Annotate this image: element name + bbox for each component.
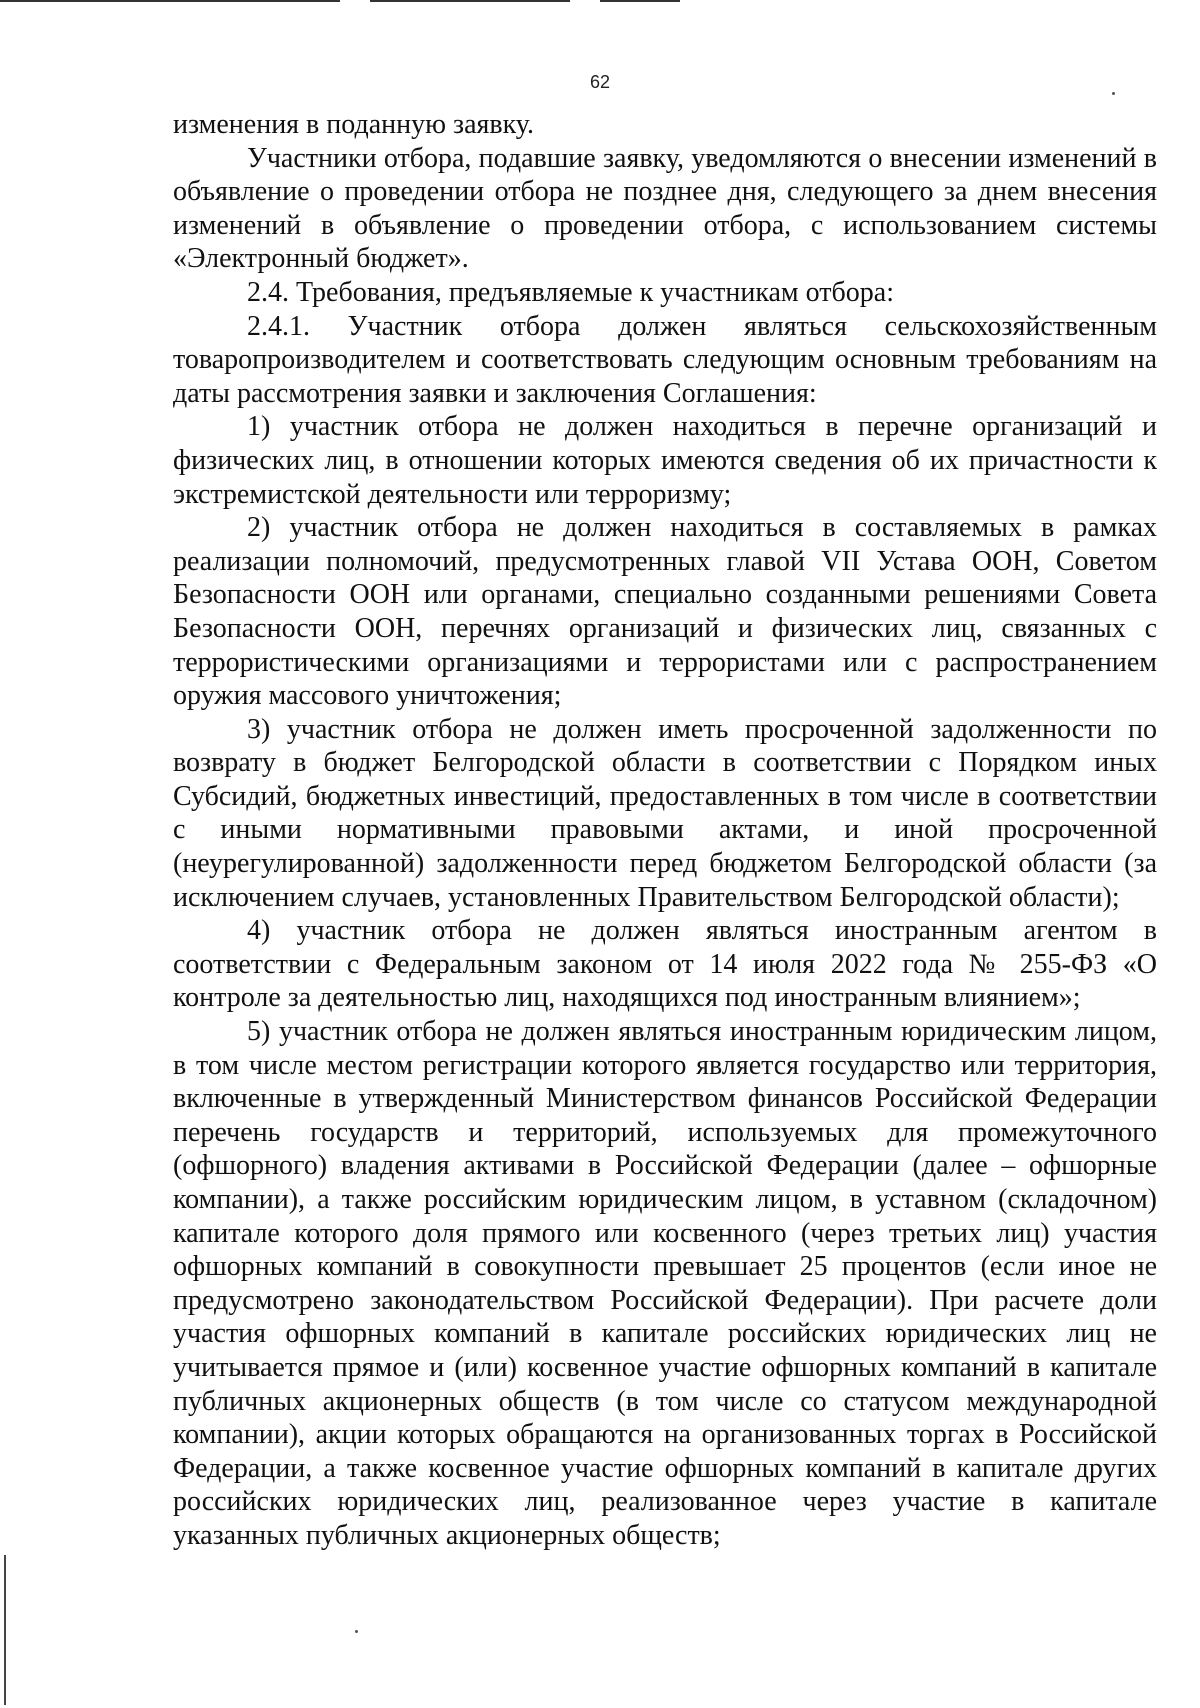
scan-artifact-speck (355, 1630, 358, 1633)
scan-artifact-top-line (600, 0, 680, 2)
list-item-2: 2) участник отбора не должен находиться в составляемых в рамках реализации полномочий, предусмотренных главой VII Устава ООН, Советом Безопасности ООН или органами, специально созданными решениями Совета Безопасности ООН, перечнях организаций и физических лиц, связанных с террористическими организациями и террористами или с распространением оружия массового уничтожения; (173, 512, 1157, 712)
paragraph-continuation: изменения в поданную заявку. (173, 109, 535, 140)
list-item-5: 5) участник отбора не должен являться иностранным юридическим лицом, в том числе местом регистрации которого является государство или территория, включенные в утвержденный Министерством финансов Российской Федерации перечень государств и территорий, используемых для промежуточного (офшорного) владения активами в Российской Федерации (далее – офшорные компании), а также российским юридическим лицом, в уставном (складочном) капитале которого доля прямого или косвенного (через третьих лиц) участия офшорных компаний в совокупности превышает 25 процентов (если иное не предусмотрено законодательством Российской Федерации). При расчете доли участия офшорных компаний в капитале российских юридических лиц не учитывается прямое и (или) косвенное участие офшорных компаний в капитале публичных акционерных обществ (в том числе со статусом международной компании), акции которых обращаются на организованных торгах в Российской Федерации, а также косвенное участие офшорных компаний в капитале других российских юридических лиц, реализованное через участие в капитале указанных публичных акционерных обществ; (173, 1016, 1157, 1551)
scan-artifact-top-line (0, 0, 340, 2)
document-body (173, 108, 1157, 1553)
paragraph-section-2-4-1: 2.4.1. Участник отбора должен являться сельскохозяйственным товаропроизводителем и соответствовать следующим основным требованиям на даты рассмотрения заявки и заключения Соглашения: (173, 310, 1157, 409)
page-number: 62 (589, 72, 611, 92)
list-item-1: 1) участник отбора не должен находиться в перечне организаций и физических лиц, в отношении которых имеются сведения об их причастности к экстремистской деятельности или терроризму; (173, 411, 1157, 510)
list-item-4: 4) участник отбора не должен являться иностранным агентом в соответствии с Федеральным законом от 14 июля 2022 года № 255-ФЗ «О контроле за деятельностью лиц, находящихся под иностранным влиянием»; (173, 915, 1157, 1014)
paragraph-notification: Участники отбора, подавшие заявку, уведомляются о внесении изменений в объявление о проведении отбора не позднее дня, следующего за днем внесения изменений в объявление о проведении отбора, с использованием системы «Электронный бюджет». (173, 142, 1157, 275)
scan-artifact-top-line (370, 0, 570, 2)
paragraph-section-2-4-heading: 2.4. Требования, предъявляемые к участникам отбора: (247, 276, 894, 308)
list-item-3: 3) участник отбора не должен иметь просроченной задолженности по возврату в бюджет Белгородской области в соответствии с Порядком иных Субсидий, бюджетных инвестиций, предоставленных в том числе в соответствии с иными нормативными правовыми актами, и иной просроченной (неурегулированной) задолженности перед бюджетом Белгородской области (за исключением случаев, установленных Правительством Белгородской области); (173, 713, 1157, 913)
scan-artifact-side-mark (4, 1555, 6, 1705)
